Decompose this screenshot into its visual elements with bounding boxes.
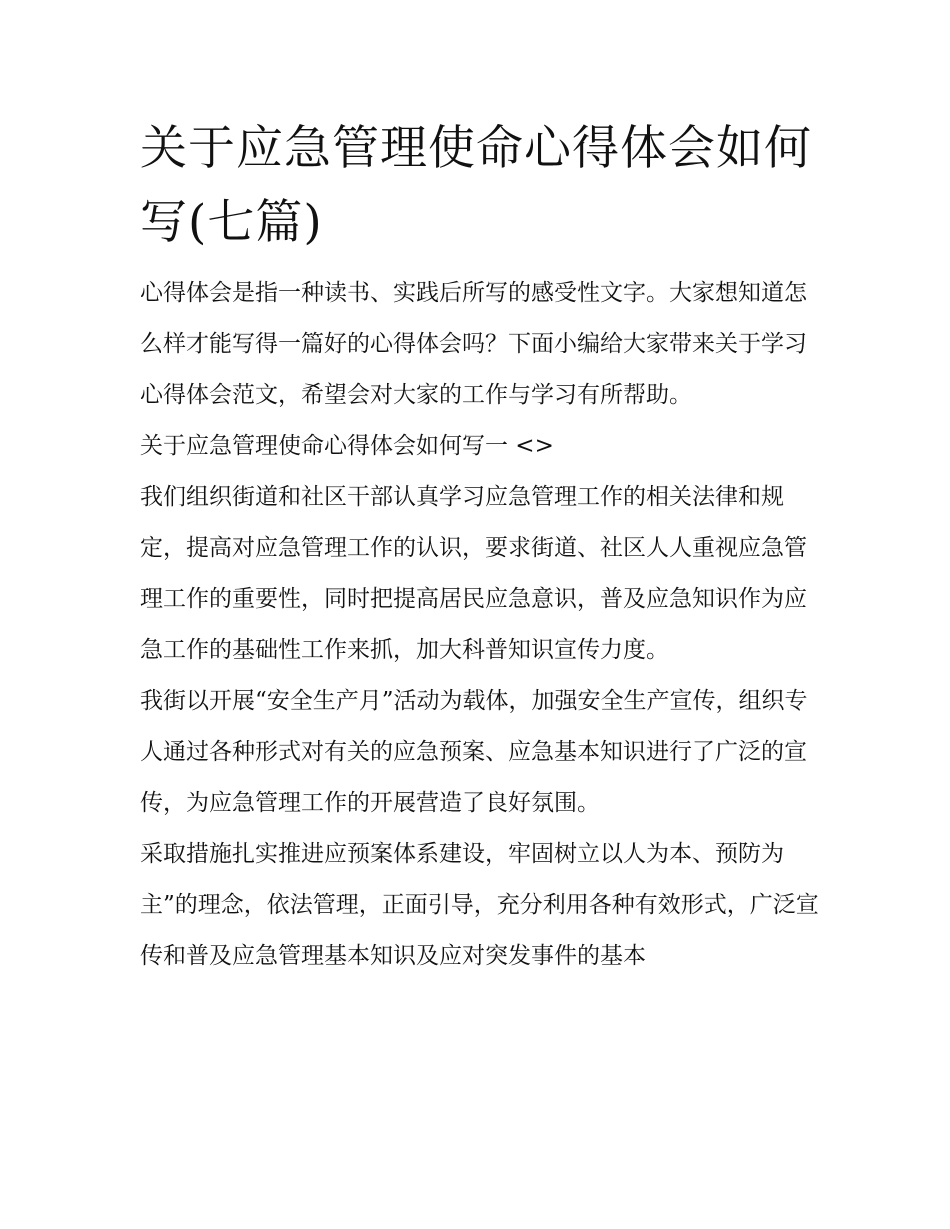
intro-paragraph: 心得体会是指一种读书、实践后所写的感受性文字。大家想知道怎么样才能写得一篇好的心得体会吗？下面小编给大家带来关于学习心得体会范文，希望会对大家的工作与学习有所帮助。	[140, 280, 807, 408]
section-heading-one: 关于应急管理使命心得体会如何写一 <>	[140, 433, 554, 459]
body-paragraph: 采取措施扎实推进应预案体系建设，牢固树立以人为本、预防为主”的理念，依法管理，正面引导，充分利用各种有效形式，广泛宣传和普及应急管理基本知识及应对突发事件的基本	[140, 841, 819, 969]
body-paragraph: 我们组织街道和社区干部认真学习应急管理工作的相关法律和规定，提高对应急管理工作的认识，要求街道、社区人人重视应急管理工作的重要性，同时把提高居民应急意识，普及应急知识作为应急工作的基础性工作来抓，加大科普知识宣传力度。	[140, 484, 807, 663]
document-body	[140, 112, 820, 982]
body-paragraph: 我街以开展“安全生产月”活动为载体，加强安全生产宣传，组织专人通过各种形式对有关的应急预案、应急基本知识进行了广泛的宣传，为应急管理工作的开展营造了良好氛围。	[140, 688, 808, 816]
document-title: 关于应急管理使命心得体会如何写(七篇)	[140, 121, 812, 250]
